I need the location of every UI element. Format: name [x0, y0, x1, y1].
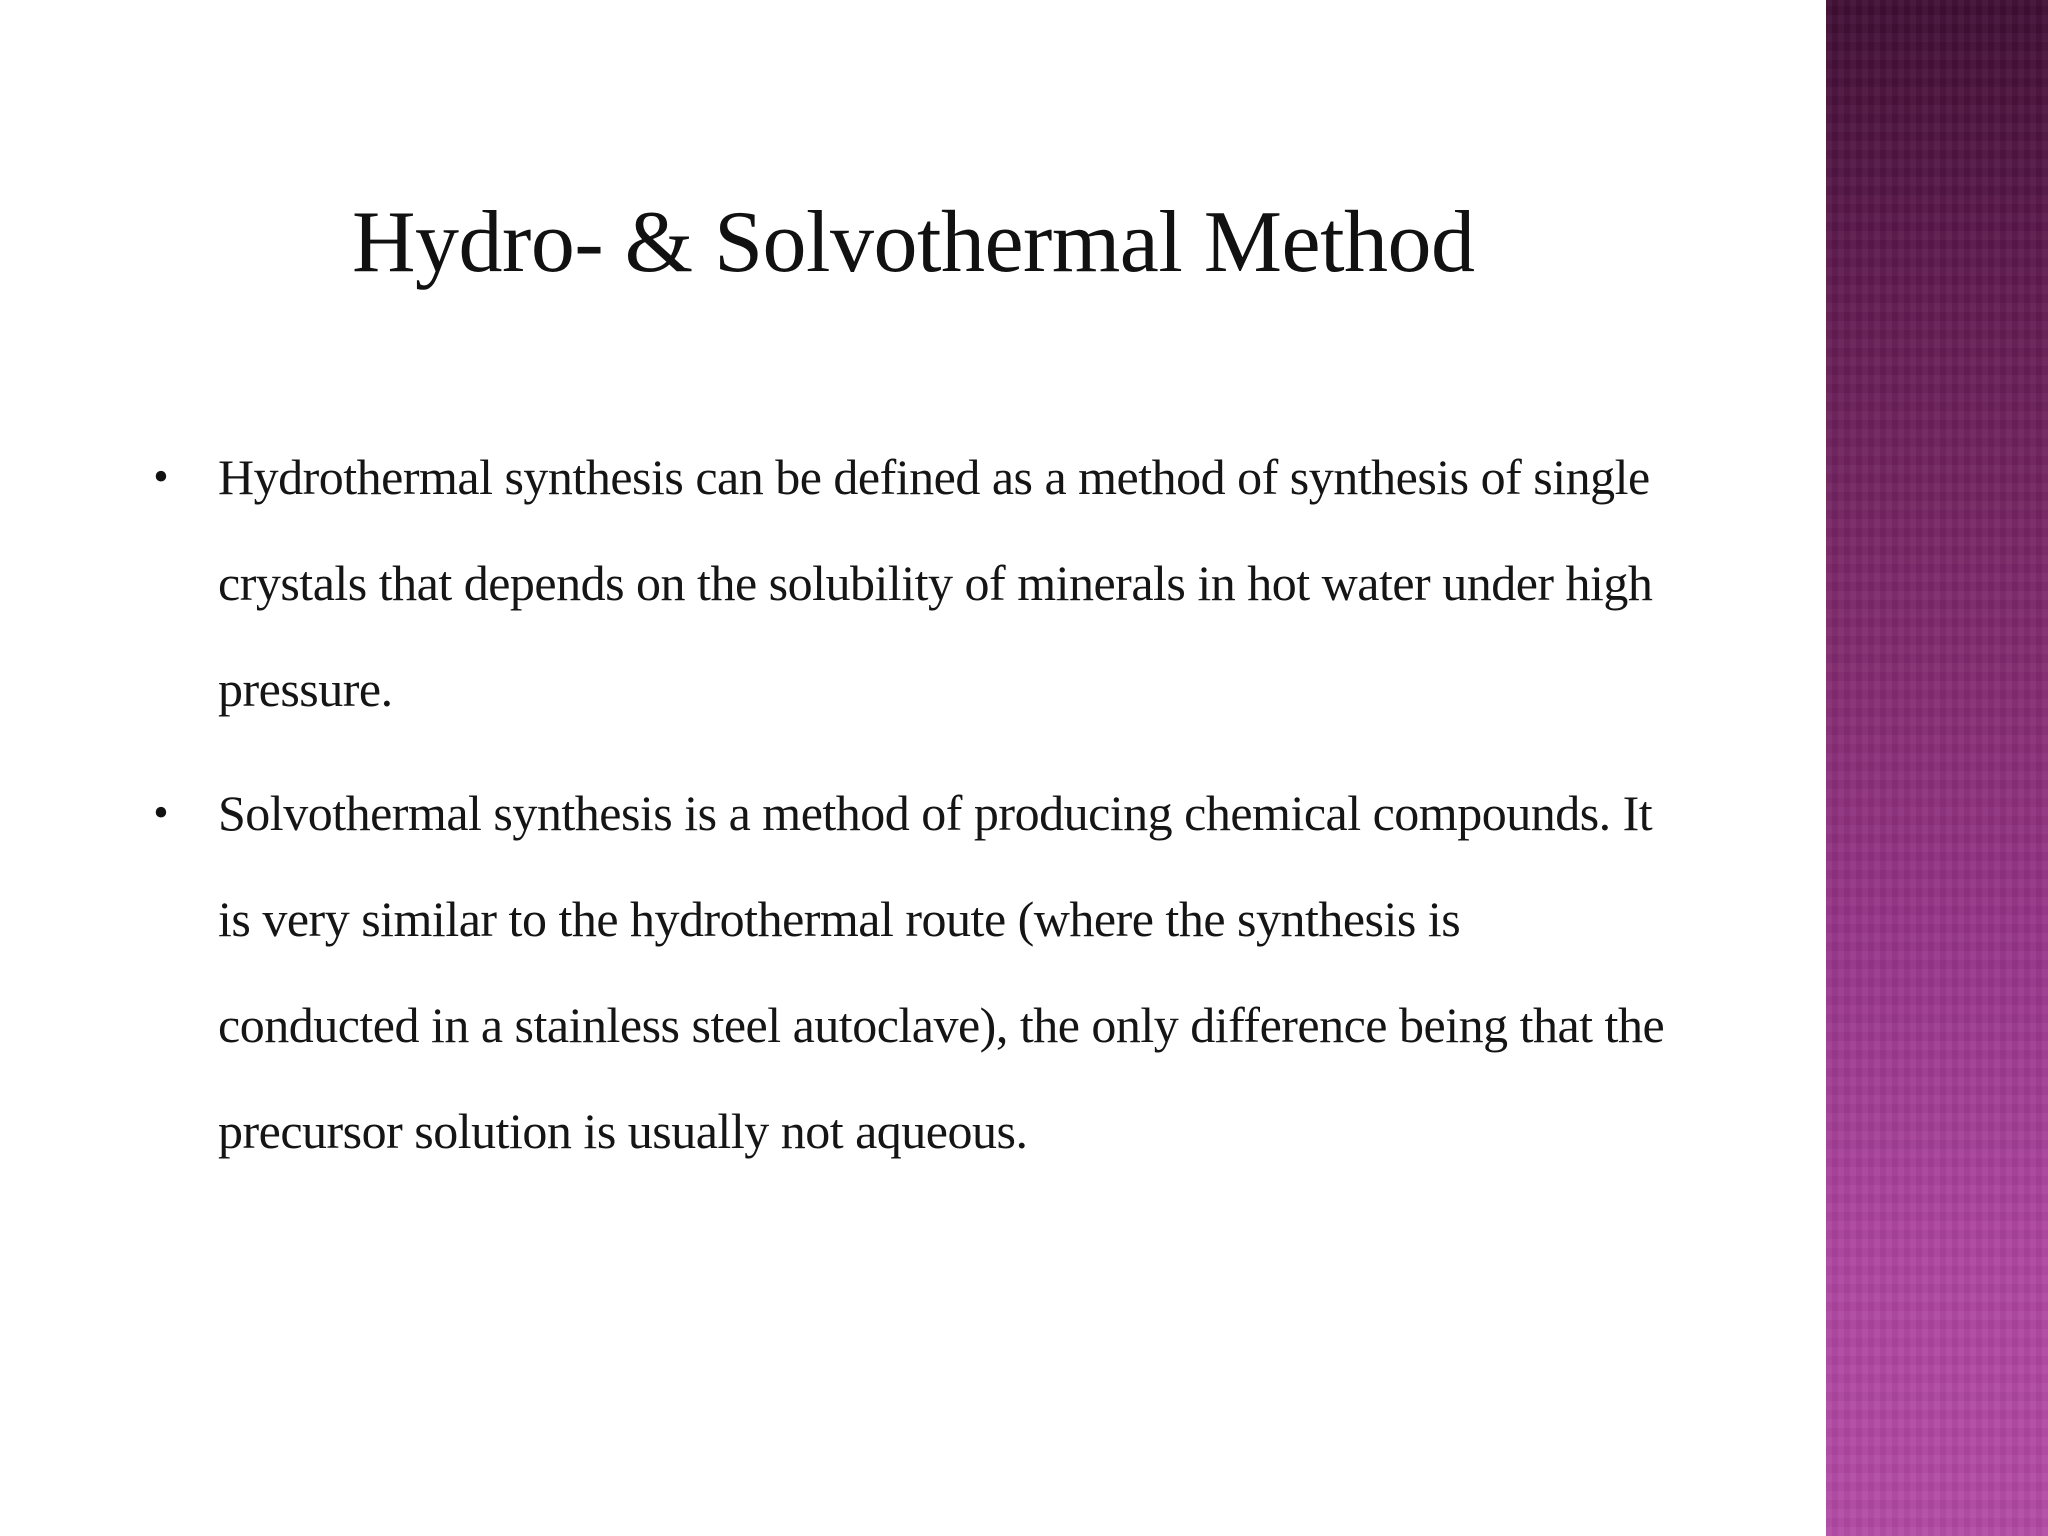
- bullet-marker: •: [153, 452, 169, 501]
- decorative-side-band: [1826, 0, 2048, 1536]
- bullet-item-solvothermal: [146, 760, 1666, 1184]
- bullet-marker: •: [153, 788, 169, 837]
- side-band-texture: [1826, 0, 2048, 1536]
- bullet-text-hydrothermal: Hydrothermal synthesis can be defined as a method of synthesis of single crystals that depends on the solubility of minerals in hot water under high pressure.: [218, 449, 1653, 717]
- bullet-list: [146, 424, 1666, 1202]
- slide-title: Hydro- & Solvothermal Method: [352, 194, 1475, 291]
- bullet-item-hydrothermal: [146, 424, 1666, 742]
- bullet-text-solvothermal: Solvothermal synthesis is a method of producing chemical compounds. It is very similar to the hydrothermal route (where the synthesis is conducted in a stainless steel autoclave), the only difference being that the precursor solution is usually not aqueous.: [218, 785, 1665, 1159]
